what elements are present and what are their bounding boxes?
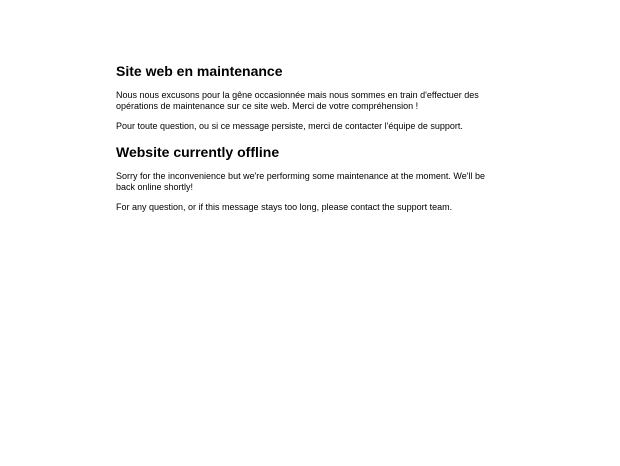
french-heading: Site web en maintenance [116,63,283,79]
maintenance-content [116,63,506,222]
french-apology-text: Nous nous excusons pour la gêne occasionnée mais nous sommes en train d'effectuer des opérations de maintenance sur ce site web. Merci de votre compréhension ! [116,90,479,111]
english-contact-text: For any question, or if this message stays too long, please contact the support team. [116,202,453,212]
english-heading: Website currently offline [116,144,280,160]
french-contact-text: Pour toute question, ou si ce message persiste, merci de contacter l'équipe de support. [116,121,463,131]
english-apology-text: Sorry for the inconvenience but we're performing some maintenance at the moment. We'll be back online shortly! [116,171,485,192]
